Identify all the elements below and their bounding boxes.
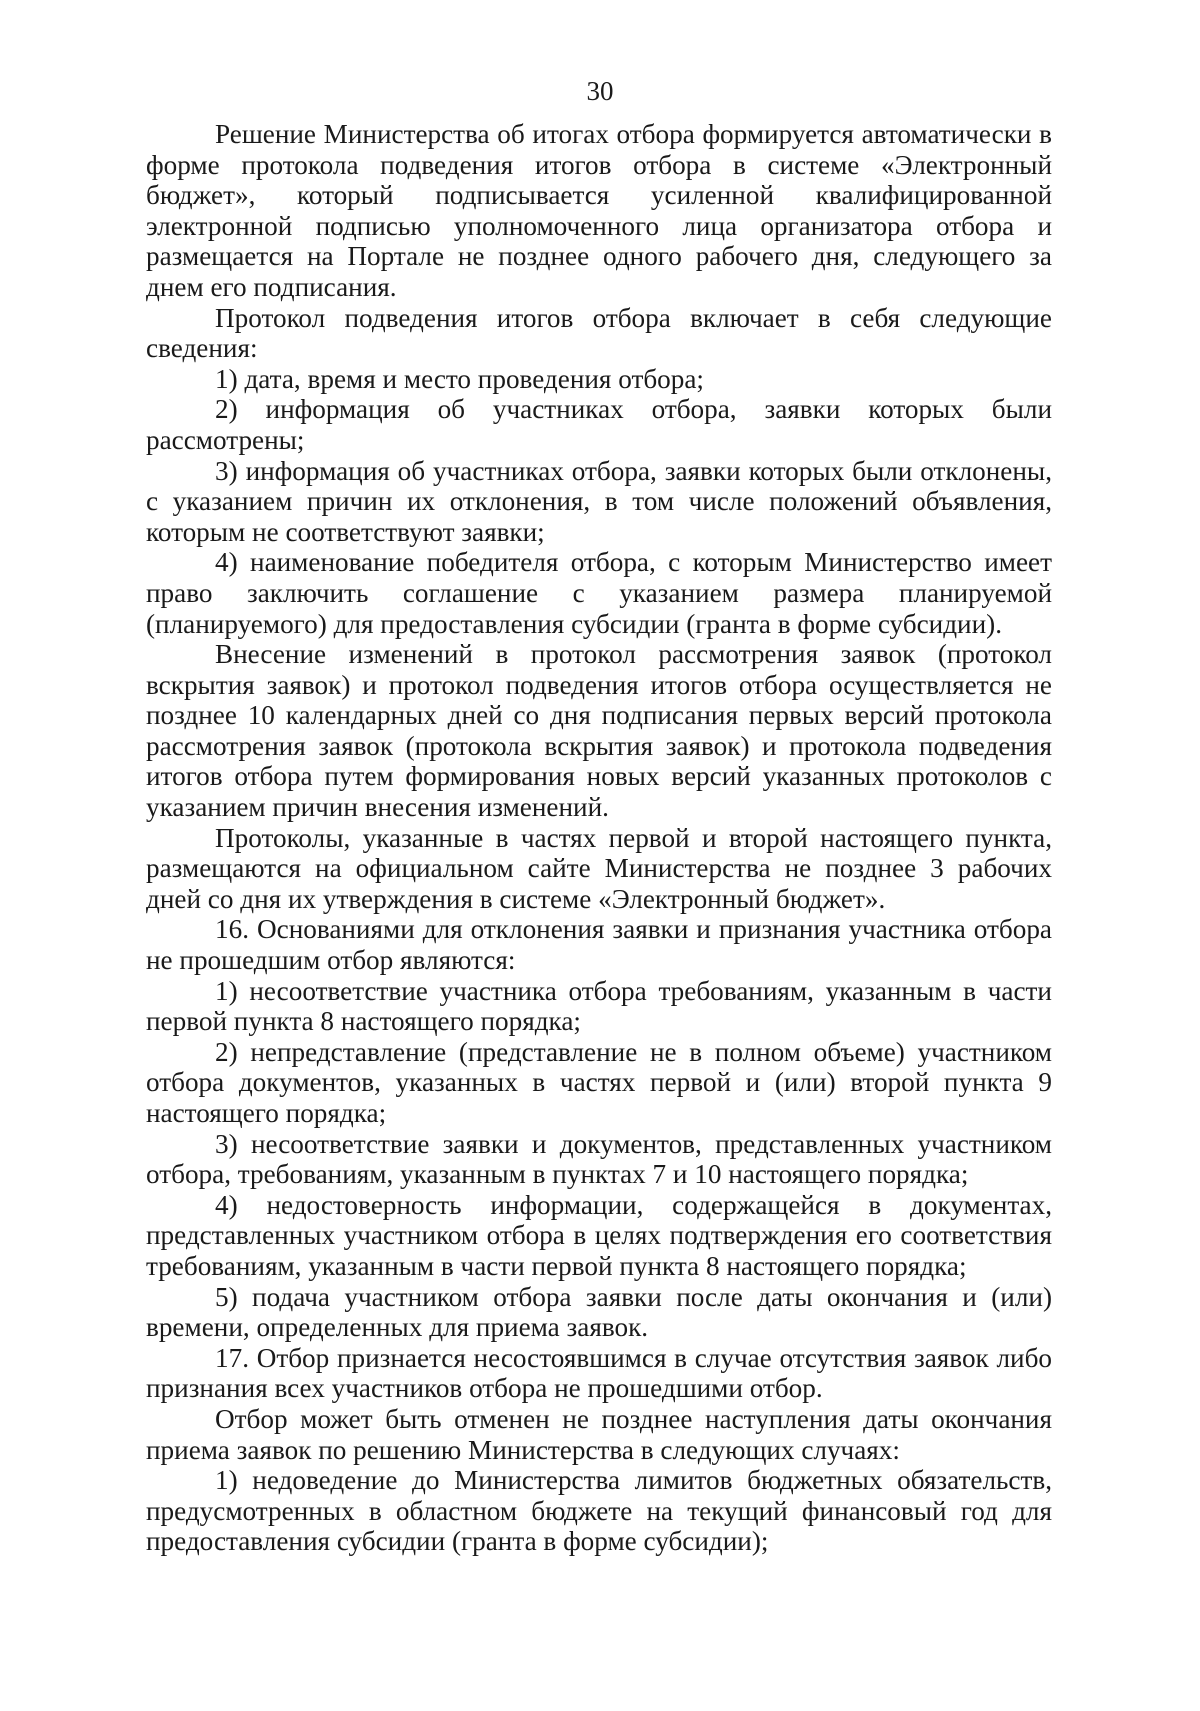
- page-number: 30: [586, 76, 614, 106]
- paragraph-protocol-publication: Протоколы, указанные в частях первой и второй настоящего пункта, размещаются на официальном сайте Министерства не позднее 3 рабочих дней со дня их утверждения в системе «Электронный бюджет».: [146, 822, 1052, 914]
- document-body: [146, 119, 1052, 1557]
- list-item-rejected-participants: 3) информация об участниках отбора, заявки которых были отклонены, с указанием причин их отклонения, в том числе положений объявления, которым не соответствуют заявки;: [146, 455, 1052, 547]
- list-item-noncompliance-participant: 1) несоответствие участника отбора требованиям, указанным в части первой пункта 8 настоящего порядка;: [146, 975, 1052, 1037]
- list-item-unreliable-information: 4) недостоверность информации, содержащейся в документах, представленных участником отбора в целях подтверждения его соответствия требованиям, указанным в части первой пункта 8 настоящего порядка;: [146, 1189, 1052, 1281]
- paragraph-section-17: 17. Отбор признается несостоявшимся в случае отсутствия заявок либо признания всех участников отбора не прошедшими отбор.: [146, 1342, 1052, 1404]
- paragraph-protocol-contents: Протокол подведения итогов отбора включает в себя следующие сведения:: [146, 302, 1052, 364]
- list-item-late-submission: 5) подача участником отбора заявки после даты окончания и (или) времени, определенных для приема заявок.: [146, 1281, 1052, 1343]
- list-item-winner: 4) наименование победителя отбора, с которым Министерство имеет право заключить соглашение с указанием размера планируемой (планируемого) для предоставления субсидии (гранта в форме субсидии).: [146, 547, 1052, 639]
- paragraph-section-16: 16. Основаниями для отклонения заявки и признания участника отбора не прошедшим отбор являются:: [146, 914, 1052, 976]
- list-item-noncompliance-application: 3) несоответствие заявки и документов, представленных участником отбора, требованиям, указанным в пунктах 7 и 10 настоящего порядка;: [146, 1128, 1052, 1190]
- list-item-reviewed-participants: 2) информация об участниках отбора, заявки которых были рассмотрены;: [146, 394, 1052, 455]
- list-item-budget-limits: 1) недоведение до Министерства лимитов бюджетных обязательств, предусмотренных в областном бюджете на текущий финансовый год для предоставления субсидии (гранта в форме субсидии);: [146, 1465, 1052, 1557]
- paragraph-cancellation: Отбор может быть отменен не позднее наступления даты окончания приема заявок по решению Министерства в следующих случаях:: [146, 1403, 1052, 1465]
- list-item-date-time-place: 1) дата, время и место проведения отбора;: [215, 363, 704, 394]
- list-item-documents-missing: 2) непредставление (представление не в полном объеме) участником отбора документов, указанных в частях первой и (или) второй пункта 9 настоящего порядка;: [146, 1036, 1052, 1128]
- paragraph-protocol-changes: Внесение изменений в протокол рассмотрения заявок (протокол вскрытия заявок) и протокол подведения итогов отбора осуществляется не позднее 10 календарных дней со дня подписания первых версий протокола рассмотрения заявок (протокола вскрытия заявок) и протокола подведения итогов отбора путем формирования новых версий указанных протоколов с указанием причин внесения изменений.: [146, 639, 1052, 823]
- paragraph-decision-protocol: Решение Министерства об итогах отбора формируется автоматически в форме протокола подведения итогов отбора в системе «Электронный бюджет», который подписывается усиленной квалифицированной электронной подписью уполномоченного лица организатора отбора и размещается на Портале не позднее одного рабочего дня, следующего за днем его подписания.: [146, 119, 1052, 302]
